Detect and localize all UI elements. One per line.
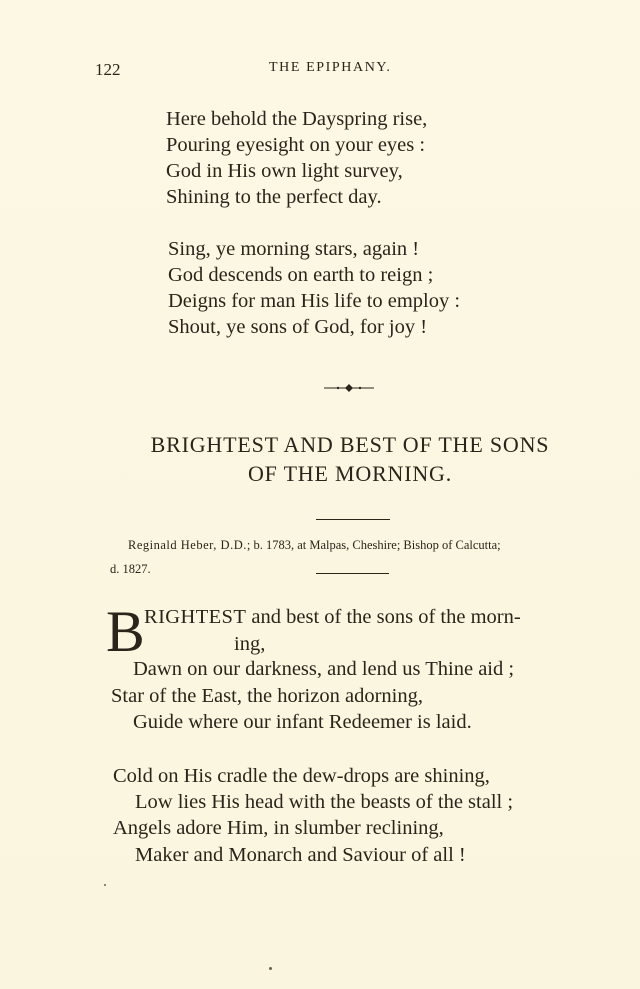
hymn-title-line-1: BRIGHTEST AND BEST OF THE SONS xyxy=(150,432,550,457)
verse-line: God in His own light survey, xyxy=(166,160,403,182)
verse-line-continuation: ing, xyxy=(234,633,266,655)
author-details: ; b. 1783, at Malpas, Cheshire; Bishop of Calcutta; xyxy=(246,538,501,552)
verse-line: Here behold the Dayspring rise, xyxy=(166,108,428,130)
verse-line: Cold on His cradle the dew-drops are shining, xyxy=(113,765,490,787)
page-number: 122 xyxy=(95,60,121,79)
verse-line: Low lies His head with the beasts of the stall ; xyxy=(135,791,514,813)
first-word-rest: RIGHTEST xyxy=(144,606,247,628)
hymn-title-line-2: OF THE MORNING. xyxy=(247,461,453,486)
verse-line: Maker and Monarch and Saviour of all ! xyxy=(135,844,466,866)
verse-line: Star of the East, the horizon adorning, xyxy=(111,685,423,707)
running-head-title: THE EPIPHANY. xyxy=(269,60,392,75)
verse-line-first xyxy=(144,604,521,630)
verse-line: Angels adore Him, in slumber reclining, xyxy=(113,817,444,839)
author-note xyxy=(128,538,501,553)
verse-line: Pouring eyesight on your eyes : xyxy=(166,134,426,156)
drop-cap: B xyxy=(106,599,145,664)
first-line-rest: and best of the sons of the morn- xyxy=(246,606,521,628)
author-name: Reginald Heber, D.D. xyxy=(128,538,247,552)
verse-line: God descends on earth to reign ; xyxy=(168,264,434,286)
verse-line: Sing, ye morning stars, again ! xyxy=(168,238,420,260)
verse-line: Guide where our infant Redeemer is laid. xyxy=(133,711,472,733)
title-rule xyxy=(316,519,390,520)
verse-line: Shining to the perfect day. xyxy=(166,186,382,208)
verse-line: Dawn on our darkness, and lend us Thine aid ; xyxy=(133,658,515,680)
verse-line: Shout, ye sons of God, for joy ! xyxy=(168,316,428,338)
author-rule xyxy=(316,573,389,574)
page-speck xyxy=(269,967,272,970)
verse-line: Deigns for man His life to employ : xyxy=(168,290,461,312)
page-speck xyxy=(104,884,106,886)
author-death: d. 1827. xyxy=(110,562,151,576)
ornament-divider-icon xyxy=(322,378,376,398)
